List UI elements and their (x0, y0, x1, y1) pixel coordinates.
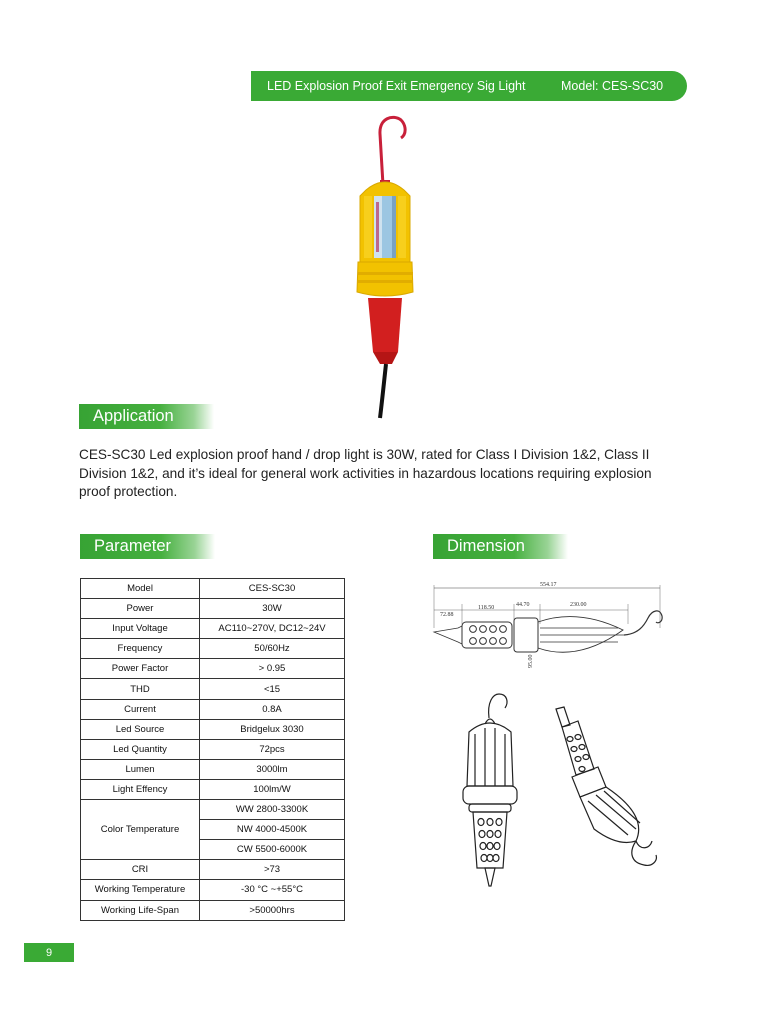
table-row (81, 779, 345, 799)
header-model: Model: CES-SC30 (561, 79, 664, 93)
param-key: Power Factor (81, 659, 200, 679)
dim-plug-label: 72.88 (440, 612, 454, 618)
param-key: Power (81, 599, 200, 619)
dim-diameter-label: 95.00 (528, 654, 534, 668)
param-value: NW 4000-4500K (200, 820, 345, 840)
param-key: THD (81, 679, 200, 699)
param-key: Led Quantity (81, 739, 200, 759)
param-value: 50/60Hz (200, 639, 345, 659)
dimension-heading: Dimension (433, 534, 568, 559)
table-row (81, 699, 345, 719)
application-text: CES-SC30 Led explosion proof hand / drop light is 30W, rated for Class I Division 1&2, Class II Division 1&2, and it’s ideal for general work activities in hazardous locations requiring explosion proof protection. (79, 447, 652, 499)
table-row (81, 679, 345, 699)
dimension-front-view (455, 690, 525, 890)
table-row (81, 759, 345, 779)
dim-collar-label: 44.70 (516, 602, 530, 608)
param-value: 30W (200, 599, 345, 619)
table-row (81, 900, 345, 920)
param-key: Working Life-Span (81, 900, 200, 920)
dim-cage-label: 230.00 (570, 602, 587, 608)
table-row (81, 599, 345, 619)
param-key: Model (81, 579, 200, 599)
param-value: >73 (200, 860, 345, 880)
dimension-top-view (428, 578, 668, 678)
param-value: 100lm/W (200, 779, 345, 799)
table-row (81, 619, 345, 639)
param-value: AC110~270V, DC12~24V (200, 619, 345, 639)
table-row (81, 639, 345, 659)
param-key: Color Temperature (81, 800, 200, 860)
parameter-table (80, 578, 345, 921)
page-number: 9 (24, 943, 74, 962)
param-value: 0.8A (200, 699, 345, 719)
param-key: Light Effency (81, 779, 200, 799)
header-title: LED Explosion Proof Exit Emergency Sig Light (267, 79, 526, 93)
table-row (81, 800, 345, 820)
product-photo (340, 112, 450, 420)
param-value: Bridgelux 3030 (200, 719, 345, 739)
param-key: Led Source (81, 719, 200, 739)
parameter-heading: Parameter (80, 534, 215, 559)
param-key: Current (81, 699, 200, 719)
param-value: CW 5500-6000K (200, 840, 345, 860)
param-key: Working Temperature (81, 880, 200, 900)
dimension-angled-view (548, 705, 663, 870)
param-value: -30 °C ~+55°C (200, 880, 345, 900)
table-row (81, 739, 345, 759)
param-key: CRI (81, 860, 200, 880)
param-value: <15 (200, 679, 345, 699)
param-value: WW 2800-3300K (200, 800, 345, 820)
param-value: 3000lm (200, 759, 345, 779)
dim-overall-label: 554.17 (540, 582, 557, 588)
param-value: >50000hrs (200, 900, 345, 920)
table-row (81, 880, 345, 900)
header-bar (251, 71, 687, 101)
param-value: 72pcs (200, 739, 345, 759)
param-value: > 0.95 (200, 659, 345, 679)
param-key: Frequency (81, 639, 200, 659)
param-value: CES-SC30 (200, 579, 345, 599)
table-row (81, 579, 345, 599)
dim-handle-label: 118.50 (478, 605, 495, 611)
param-key: Input Voltage (81, 619, 200, 639)
application-heading: Application (79, 404, 214, 429)
param-key: Lumen (81, 759, 200, 779)
table-row (81, 659, 345, 679)
table-row (81, 860, 345, 880)
table-row (81, 719, 345, 739)
